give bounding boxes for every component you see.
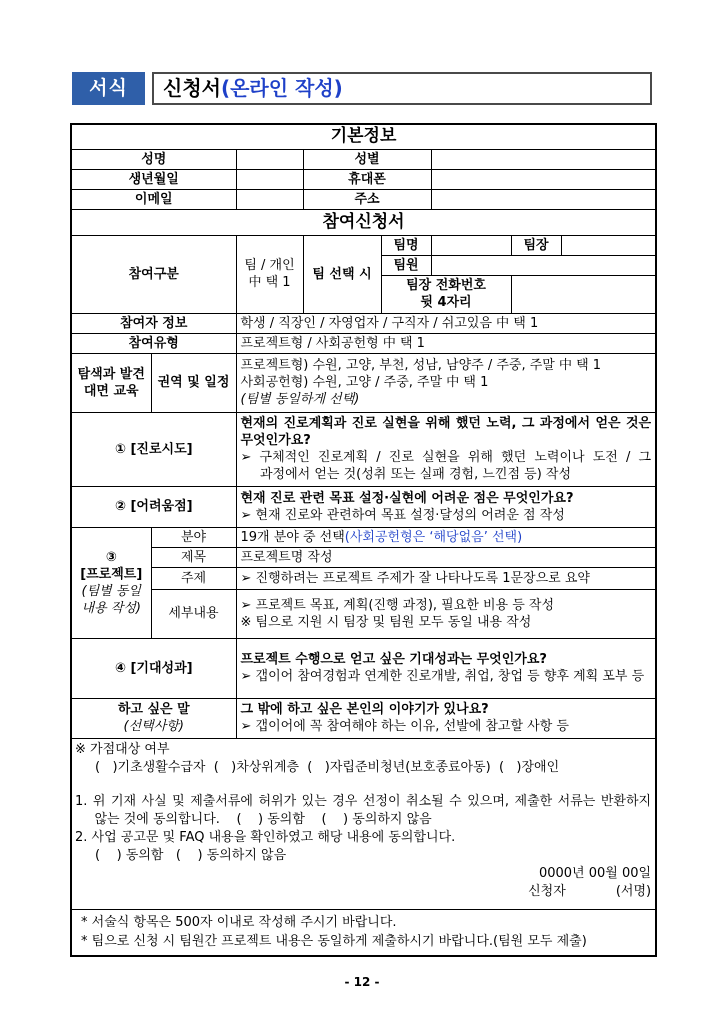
leader-phone-value-cell	[511, 275, 656, 313]
education-label-line-1: 탐색과 발견	[77, 366, 145, 382]
project-title-label: 제목	[151, 547, 236, 567]
career-attempt-question: 현재의 진로계획과 진로 실현을 위해 했던 노력, 그 과정에서 얻은 것은 무엇인가요?	[240, 416, 652, 448]
project-label-cell	[71, 527, 151, 638]
project-topic-value: ➢ 진행하려는 프로젝트 주제가 잘 나타나도록 1문장으로 요약	[236, 567, 656, 589]
team-name-label: 팀명	[381, 235, 431, 255]
expected-outcome-label: ④ [기대성과]	[71, 638, 236, 698]
project-details-line-1: ➢ 프로젝트 목표, 계획(진행 과정), 필요한 비용 등 작성	[240, 597, 555, 613]
project-details-label: 세부내용	[151, 589, 236, 638]
email-label: 이메일	[71, 189, 236, 209]
project-note-line-2: 내용 작성)	[81, 600, 141, 616]
team-members-value-cell	[431, 255, 656, 275]
form-title-box	[152, 72, 652, 105]
note-item: * 서술식 항목은 500자 이내로 작성해 주시기 바랍니다.	[81, 915, 397, 931]
team-leader-label: 팀장	[511, 235, 561, 255]
signer-label: 신청자	[528, 883, 566, 899]
team-or-individual-line-2: 中 택 1	[248, 275, 291, 290]
region-schedule-label: 권역 및 일정	[151, 353, 236, 412]
region-schedule-project-line: 프로젝트형) 수원, 고양, 부천, 성남, 남양주 / 주중, 주말 中 택 1	[240, 358, 602, 373]
project-field-label: 분야	[151, 527, 236, 547]
participant-info-value: 학생 / 직장인 / 자영업자 / 구직자 / 쉬고있음 中 택 1	[236, 313, 656, 333]
signature-line	[75, 883, 651, 901]
comments-label-note: (선택사항)	[123, 719, 184, 734]
project-details-line-2: ※ 팀으로 지원 시 팀장 및 팀원 모두 동일 내용 작성	[240, 614, 532, 630]
region-schedule-content	[236, 353, 656, 412]
page-number: - 12 -	[344, 975, 380, 989]
leader-phone-label-line-1: 팀장 전화번호	[406, 278, 486, 293]
consent-item-2: 2. 사업 공고문 및 FAQ 내용을 확인하였고 해당 내용에 동의합니다.	[75, 829, 456, 845]
birth-date-value-cell	[236, 169, 303, 189]
comments-question: 그 밖에 하고 싶은 본인의 이야기가 있나요?	[240, 702, 489, 717]
basic-info-heading: 기본정보	[71, 124, 656, 149]
address-label: 주소	[303, 189, 431, 209]
project-field-content	[236, 527, 656, 547]
notes-section	[71, 909, 656, 956]
phone-value-cell	[431, 169, 656, 189]
region-schedule-note: (팀별 동일하게 선택)	[240, 392, 360, 407]
comments-content	[236, 698, 656, 738]
bonus-eligibility-title: ※ 가점대상 여부	[75, 741, 170, 757]
expected-outcome-question: 프로젝트 수행으로 얻고 싶은 기대성과는 무엇인가요?	[240, 652, 547, 667]
education-label	[71, 353, 151, 412]
application-heading: 참여신청서	[71, 209, 656, 235]
team-leader-value-cell	[561, 235, 656, 255]
gender-label: 성별	[303, 149, 431, 169]
leader-phone-label-line-2: 뒷 4자리	[420, 295, 472, 310]
expected-outcome-guide: ➢ 갭이어 참여경험과 연계한 진로개발, 취업, 창업 등 향후 계획 포부 등	[240, 669, 645, 684]
project-details-content	[236, 589, 656, 638]
consent-item-2-options: ( ) 동의함 ( ) 동의하지 않음	[95, 847, 287, 863]
form-title: 신청서	[163, 76, 221, 100]
team-members-label: 팀원	[381, 255, 431, 275]
bonus-eligibility-options: ( )기초생활수급자 ( )차상위계층 ( )자립준비청년(보호종료아동) ( )장애인	[95, 759, 560, 775]
gender-value-cell	[431, 149, 656, 169]
difficulties-guide: ➢ 현재 진로와 관련하여 목표 설정·달성의 어려운 점 작성	[240, 507, 565, 523]
project-field-note: (사회공헌형은 ‘해당없음’ 선택)	[344, 529, 523, 545]
region-schedule-social-line: 사회공헌형) 수원, 고양 / 주중, 주말 中 택 1	[240, 375, 489, 390]
phone-label: 휴대폰	[303, 169, 431, 189]
team-or-individual-line-1: 팀 / 개인	[244, 258, 295, 273]
expected-outcome-content	[236, 638, 656, 698]
project-title-value: 프로젝트명 작성	[236, 547, 656, 567]
team-name-value-cell	[431, 235, 511, 255]
email-value-cell	[236, 189, 303, 209]
application-form-table	[70, 123, 657, 957]
comments-guide: ➢ 갭이어에 꼭 참여해야 하는 이유, 선발에 참고할 사항 등	[240, 719, 569, 734]
participation-type-label: 참여유형	[71, 333, 236, 353]
participation-type-value: 프로젝트형 / 사회공헌형 中 택 1	[236, 333, 656, 353]
project-topic-label: 주제	[151, 567, 236, 589]
project-note-line-1: (팀별 동일	[81, 583, 141, 599]
birth-date-label: 생년월일	[71, 169, 236, 189]
career-attempt-content	[236, 412, 656, 486]
team-or-individual-cell	[236, 235, 303, 313]
difficulties-label: ② [어려움점]	[71, 486, 236, 527]
name-value-cell	[236, 149, 303, 169]
form-type-tag: 서식	[72, 72, 145, 105]
form-title-subtitle: (온라인 작성)	[220, 76, 343, 100]
difficulties-question: 현재 진로 관련 목표 설정·실현에 어려운 점은 무엇인가요?	[240, 490, 574, 506]
career-attempt-label: ① [진로시도]	[71, 412, 236, 486]
name-label: 성명	[71, 149, 236, 169]
project-number: ③	[105, 549, 117, 565]
team-select-label: 팀 선택 시	[303, 235, 381, 313]
consent-item-1: 1. 위 기재 사실 및 제출서류에 허위가 있는 경우 선정이 취소될 수 있으며, 제출한 서류는 반환하지 않는 것에 동의합니다. ( ) 동의함 ( ) 동의하지 않음	[75, 793, 656, 827]
signature-mark: (서명)	[615, 883, 652, 899]
career-attempt-guide: ➢ 구체적인 진로계획 / 진로 실현을 위해 했던 노력이나 도전 / 그 과정에서 얻는 것(성취 또는 실패 경험, 느낀점 등) 작성	[240, 450, 652, 482]
participant-info-label: 참여자 정보	[71, 313, 236, 333]
note-item: * 팀으로 신청 시 팀원간 프로젝트 내용은 동일하게 제출하시기 바랍니다.(팀원 모두 제출)	[81, 934, 587, 950]
comments-label-text: 하고 싶은 말	[117, 702, 190, 717]
project-label: [프로젝트]	[80, 566, 143, 582]
leader-phone-label	[381, 275, 511, 313]
consent-section	[71, 738, 656, 909]
education-label-line-2: 대면 교육	[83, 383, 139, 399]
comments-label	[71, 698, 236, 738]
participation-division-label: 참여구분	[71, 235, 236, 313]
project-field-value: 19개 분야 중 선택	[240, 529, 345, 545]
application-date: 0000년 00월 00일	[538, 865, 652, 881]
address-value-cell	[431, 189, 656, 209]
difficulties-content	[236, 486, 656, 527]
